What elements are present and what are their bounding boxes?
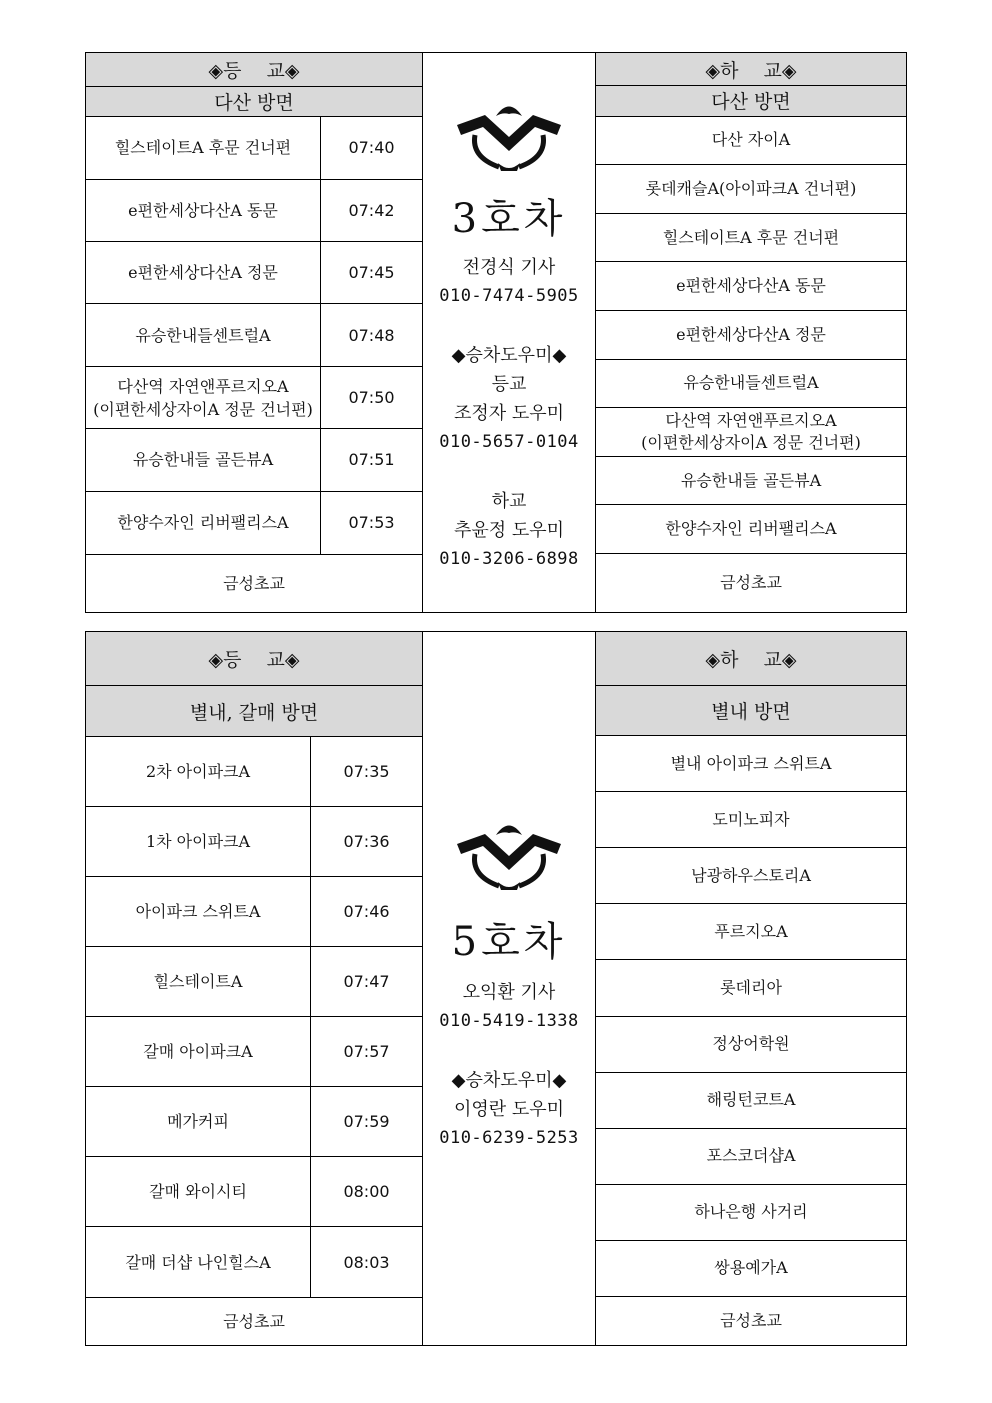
afternoon-stop: 하나은행 사거리 bbox=[596, 1185, 906, 1241]
stop-time: 07:45 bbox=[320, 242, 422, 303]
morning-stop-row bbox=[86, 242, 422, 304]
morning-helper-phone: 010-5657-0104 bbox=[439, 432, 579, 452]
afternoon-stop: 도미노피자 bbox=[596, 792, 906, 848]
bus3-afternoon-column bbox=[595, 53, 906, 612]
morning-stop-row bbox=[86, 1227, 422, 1297]
stop-time: 07:57 bbox=[310, 1017, 422, 1086]
destination-name: 금성초교 bbox=[223, 574, 285, 593]
school-emblem-icon bbox=[453, 818, 565, 894]
stop-name: 유승한내들센트럴A bbox=[135, 325, 271, 345]
stop-name: 다산역 자연앤푸르지오A (이편한세상자이A 정문 건너편) bbox=[93, 376, 313, 419]
bus-number: 5호차 bbox=[451, 919, 567, 965]
morning-helper-name: 조정자 도우미 bbox=[453, 403, 565, 424]
afternoon-helper-phone: 010-3206-6898 bbox=[439, 549, 579, 569]
stop-time: 07:50 bbox=[320, 367, 422, 428]
bus3-schedule bbox=[85, 52, 907, 613]
morning-stop-row bbox=[86, 117, 422, 179]
afternoon-stop: 포스코더샵A bbox=[596, 1129, 906, 1185]
afternoon-stop: 유승한내들 골든뷰A bbox=[596, 457, 906, 506]
helper-title: ◆승차도우미◆ bbox=[451, 345, 567, 366]
morning-stop-row bbox=[86, 947, 422, 1017]
stop-name: 2차 아이파크A bbox=[145, 762, 251, 781]
stop-time: 07:53 bbox=[320, 492, 422, 554]
driver-name: 오익환 기사 bbox=[462, 982, 556, 1003]
morning-stop-row bbox=[86, 180, 422, 242]
stop-time: 07:36 bbox=[310, 807, 422, 876]
stop-name: 한양수자인 리버팰리스A bbox=[117, 513, 289, 533]
afternoon-stop: 한양수자인 리버팰리스A bbox=[596, 505, 906, 554]
afternoon-stop: e편한세상다산A 동문 bbox=[596, 262, 906, 311]
helper-phone: 010-6239-5253 bbox=[439, 1128, 579, 1148]
afternoon-stop: 푸르지오A bbox=[596, 904, 906, 960]
stop-name: 힐스테이트A bbox=[153, 972, 243, 991]
bus5-schedule bbox=[85, 631, 907, 1346]
morning-stop-row bbox=[86, 737, 422, 807]
morning-region: 다산 방면 bbox=[86, 87, 422, 118]
helper-title: ◆승차도우미◆ bbox=[451, 1070, 567, 1091]
afternoon-stop: 해링턴코트A bbox=[596, 1073, 906, 1129]
afternoon-stop: 다산역 자연앤푸르지오A (이편한세상자이A 정문 건너편) bbox=[596, 408, 906, 457]
afternoon-stop: 힐스테이트A 후문 건너편 bbox=[596, 214, 906, 263]
stop-time: 07:51 bbox=[320, 429, 422, 490]
afternoon-header: ◈하 교◈ bbox=[596, 632, 906, 686]
morning-stop-row bbox=[86, 1017, 422, 1087]
afternoon-region: 별내 방면 bbox=[596, 686, 906, 737]
morning-header: ◈등 교◈ bbox=[86, 53, 422, 87]
destination-name: 금성초교 bbox=[720, 1311, 782, 1330]
bus5-afternoon-column bbox=[595, 632, 906, 1345]
morning-region: 별내, 갈매 방면 bbox=[86, 686, 422, 737]
stop-name: 메가커피 bbox=[167, 1112, 229, 1131]
stop-name: e편한세상다산A 동문 bbox=[128, 200, 278, 220]
stop-name: 갈매 아이파크A bbox=[143, 1042, 253, 1061]
stop-name: 아이파크 스위트A bbox=[135, 902, 261, 921]
destination-row bbox=[86, 1297, 422, 1345]
afternoon-label: 하교 bbox=[491, 491, 527, 512]
stop-time: 08:00 bbox=[310, 1157, 422, 1226]
stop-name: 유승한내들 골든뷰A bbox=[132, 450, 274, 470]
afternoon-stop: 정상어학원 bbox=[596, 1017, 906, 1073]
bus-number: 3호차 bbox=[451, 196, 567, 242]
afternoon-stop: 별내 아이파크 스위트A bbox=[596, 736, 906, 792]
driver-name: 전경식 기사 bbox=[462, 257, 556, 278]
morning-stop-row bbox=[86, 1157, 422, 1227]
stop-name: e편한세상다산A 정문 bbox=[128, 263, 278, 283]
afternoon-region: 다산 방면 bbox=[596, 86, 906, 116]
stop-time: 07:42 bbox=[320, 180, 422, 241]
morning-stop-row bbox=[86, 1087, 422, 1157]
morning-stop-row bbox=[86, 429, 422, 491]
school-emblem-icon bbox=[453, 99, 565, 175]
stop-time: 07:47 bbox=[310, 947, 422, 1016]
helper-name: 이영란 도우미 bbox=[453, 1099, 565, 1120]
stop-time: 07:40 bbox=[320, 117, 422, 178]
driver-phone: 010-5419-1338 bbox=[439, 1011, 579, 1031]
afternoon-helper-name: 추윤정 도우미 bbox=[453, 520, 565, 541]
morning-stop-row bbox=[86, 807, 422, 877]
morning-stop-row bbox=[86, 877, 422, 947]
stop-time: 08:03 bbox=[310, 1227, 422, 1297]
bus3-info bbox=[423, 53, 595, 612]
stop-time: 07:59 bbox=[310, 1087, 422, 1156]
stop-name: 갈매 와이시티 bbox=[149, 1182, 247, 1201]
bus3-morning-column bbox=[86, 53, 423, 612]
afternoon-stop: 쌍용예가A bbox=[596, 1241, 906, 1297]
bus5-info bbox=[423, 632, 595, 1345]
stop-name: 힐스테이트A 후문 건너편 bbox=[114, 138, 292, 158]
afternoon-stop: e편한세상다산A 정문 bbox=[596, 311, 906, 360]
afternoon-stop: 유승한내들센트럴A bbox=[596, 360, 906, 409]
morning-label: 등교 bbox=[491, 374, 527, 395]
bus5-morning-column bbox=[86, 632, 423, 1345]
morning-stop-row bbox=[86, 492, 422, 554]
afternoon-stop: 롯데캐슬A(아이파크A 건너편) bbox=[596, 165, 906, 214]
afternoon-stop: 롯데리아 bbox=[596, 960, 906, 1016]
afternoon-stop: 다산 자이A bbox=[596, 117, 906, 166]
stop-time: 07:35 bbox=[310, 737, 422, 806]
morning-stop-row bbox=[86, 367, 422, 429]
destination-name: 금성초교 bbox=[223, 1312, 285, 1331]
afternoon-header: ◈하 교◈ bbox=[596, 53, 906, 86]
stop-name: 갈매 더샵 나인힐스A bbox=[125, 1252, 271, 1272]
destination-name: 금성초교 bbox=[720, 573, 782, 592]
stop-time: 07:46 bbox=[310, 877, 422, 946]
stop-time: 07:48 bbox=[320, 304, 422, 365]
morning-header: ◈등 교◈ bbox=[86, 632, 422, 686]
driver-phone: 010-7474-5905 bbox=[439, 286, 579, 306]
destination-row bbox=[86, 554, 422, 612]
afternoon-stop: 남광하우스토리A bbox=[596, 848, 906, 904]
morning-stop-row bbox=[86, 304, 422, 366]
stop-name: 1차 아이파크A bbox=[145, 832, 251, 851]
